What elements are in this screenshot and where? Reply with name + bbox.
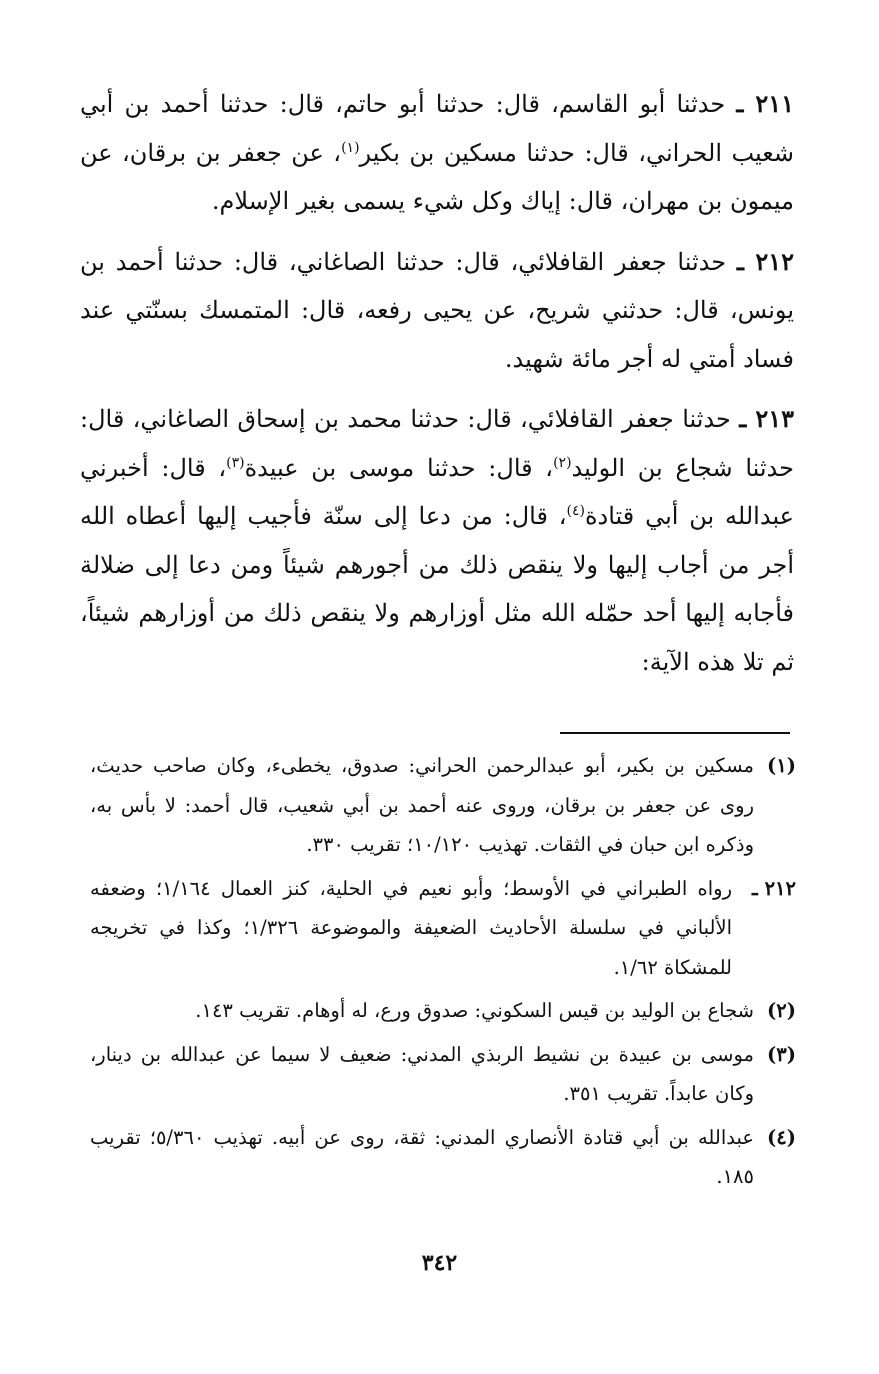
hadith-text: حدثنا أبو القاسم، قال: حدثنا أبو حاتم، قال: حدثنا أحمد بن أبي شعيب الحراني، قال: حدثنا مسكين بن بكير — [80, 90, 794, 167]
hadith-211 — [80, 80, 794, 226]
footnote-text: شجاع بن الوليد بن قيس السكوني: صدوق ورع، له أوهام. تقريب ١٤٣. — [195, 999, 754, 1022]
footnote-ref: (٣) — [226, 454, 245, 471]
footnote-ref: (٤) — [566, 503, 585, 519]
main-text — [80, 80, 794, 698]
hadith-text: ، عن جعفر بن برقان، عن ميمون بن مهران، قال: إياك وكل شيء يسمى بغير الإسلام. — [80, 138, 794, 215]
hadith-text: حدثنا جعفر القافلائي، قال: حدثنا محمد بن إسحاق الصاغاني، قال: حدثنا شجاع بن الوليد — [80, 405, 794, 482]
hadith-text: ، قال: حدثنا موسى بن عبيدة — [244, 453, 554, 482]
footnote-text: مسكين بن بكير، أبو عبدالرحمن الحراني: صدوق، يخطىء، وكان صاحب حديث، روى عن جعفر بن برقان، وروى عنه أحمد بن أبي شعيب، قال أحمد: لا بأس به، وذكره ابن حبان في الثقات. تهذيب ١٠/١٢٠؛ تقريب ٣٣٠. — [90, 754, 754, 856]
hadith-text: ، قال: من دعا إلى سنّة فأجيب إليها أعطاه الله أجر من أجاب إليها ولا ينقص ذلك من أجورهم شيئاً ومن دعا إلى ضلالة فأجابه إليها أحد حمّله الله مثل أوزارهم ولا ينقص ذلك من أوزارهم شيئاً، ثم تلا هذه الآية: — [80, 502, 794, 676]
hadith-number: ٢١٢ ـ — [736, 246, 794, 276]
footnote-4 — [90, 1118, 796, 1197]
footnote-text: عبدالله بن أبي قتادة الأنصاري المدني: ثقة، روى عن أبيه. تهذيب ٥/٣٦٠؛ تقريب ١٨٥. — [90, 1125, 754, 1188]
page-number: ٣٤٢ — [421, 1250, 458, 1276]
footnote-212 — [90, 869, 796, 988]
footnote-label: (١) — [767, 754, 796, 777]
footnotes — [90, 746, 796, 1201]
hadith-text: حدثنا جعفر القافلائي، قال: حدثنا الصاغاني، قال: حدثنا أحمد بن يونس، قال: حدثني شريح، عن يحيى رفعه، قال: المتمسك بسنّتي عند فساد أمتي له أجر مائة شهيد. — [80, 247, 794, 373]
hadith-number: ٢١٣ ـ — [739, 404, 794, 433]
footnote-label: (٣) — [767, 1042, 796, 1066]
footnote-ref: (١) — [341, 139, 360, 156]
footnote-divider — [560, 732, 790, 734]
hadith-213 — [80, 395, 794, 686]
footnote-2 — [90, 991, 796, 1031]
footnote-label: (٤) — [767, 1125, 796, 1149]
footnote-label: (٢) — [767, 999, 796, 1022]
footnote-1 — [90, 746, 796, 865]
hadith-number: ٢١١ ـ — [736, 89, 794, 118]
hadith-text: ، قال: أخبرني عبدالله بن أبي قتادة — [80, 453, 794, 530]
footnote-text: رواه الطبراني في الأوسط؛ وأبو نعيم في الحلية، كنز العمال ١/١٦٤؛ وضعفه الألباني في سلسلة الأحاديث الضعيفة والموضوعة ١/٣٢٦؛ وكذا في تخريجه للمشكاة ١/٦٢. — [90, 876, 732, 979]
footnote-text: موسى بن عبيدة بن نشيط الربذي المدني: ضعيف لا سيما عن عبدالله بن دينار، وكان عابداً. تقريب ٣٥١. — [90, 1042, 754, 1105]
footnote-3 — [90, 1035, 796, 1114]
footnote-ref: (٢) — [553, 454, 572, 471]
footnote-label: ٢١٢ ـ — [752, 876, 796, 900]
hadith-212 — [80, 238, 794, 384]
